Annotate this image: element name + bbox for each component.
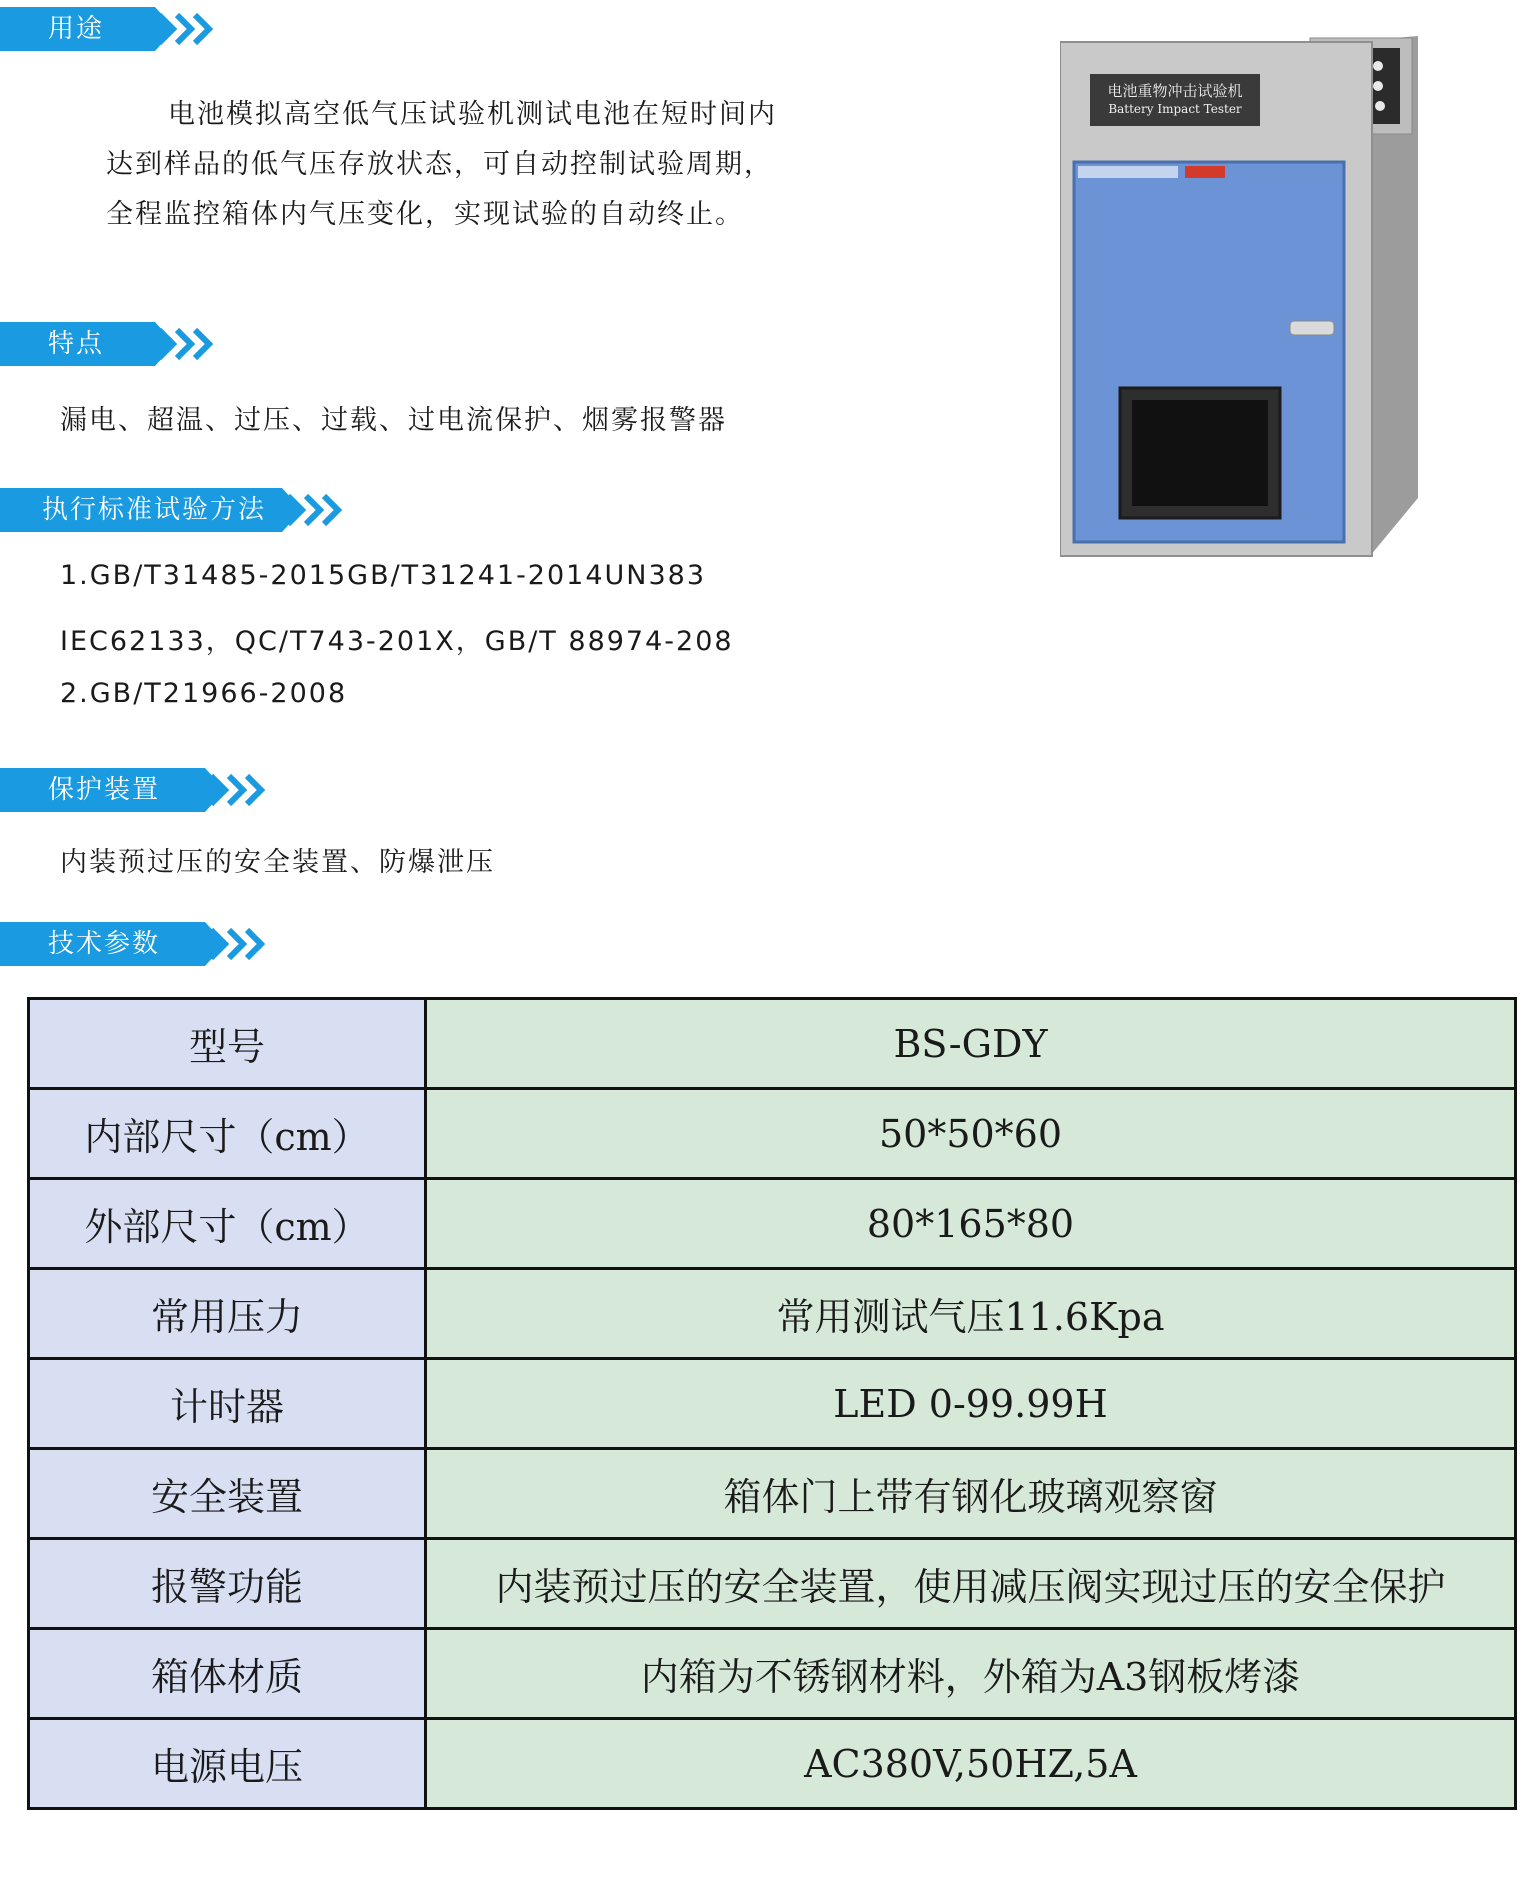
spec-key: 型号 [29, 999, 426, 1089]
features-text: 漏电、超温、过压、过载、过电流保护、烟雾报警器 [60, 405, 727, 436]
chevrons-icon [155, 11, 217, 47]
spec-row [29, 1719, 1516, 1809]
section-title-features: 特点 [0, 322, 155, 366]
chevrons-icon [155, 326, 217, 362]
section-title-protection: 保护装置 [0, 768, 205, 812]
spec-row [29, 1629, 1516, 1719]
standard-line-2: IEC62133，QC/T743-201X，GB/T 88974-208 [60, 626, 734, 657]
purpose-line-1: 电池模拟高空低气压试验机测试电池在短时间内 [168, 99, 777, 130]
spec-row [29, 1359, 1516, 1449]
spec-key: 外部尺寸（cm） [29, 1179, 426, 1269]
purpose-line-2: 达到样品的低气压存放状态，可自动控制试验周期， [106, 149, 773, 180]
spec-table [27, 997, 1517, 1810]
spec-key: 内部尺寸（cm） [29, 1089, 426, 1179]
section-title-purpose: 用途 [0, 7, 155, 51]
chevrons-icon [284, 492, 346, 528]
spec-row [29, 999, 1516, 1089]
spec-value: LED 0-99.99H [426, 1359, 1516, 1449]
spec-key: 安全装置 [29, 1449, 426, 1539]
machine-label-en: Battery Impact Tester [1108, 102, 1242, 116]
spec-value: 常用测试气压11.6Kpa [426, 1269, 1516, 1359]
purpose-line-3: 全程监控箱体内气压变化，实现试验的自动终止。 [106, 199, 744, 230]
spec-row [29, 1539, 1516, 1629]
standard-line-3: 2.GB/T21966-2008 [60, 678, 348, 709]
spec-value: 内箱为不锈钢材料，外箱为A3钢板烤漆 [426, 1629, 1516, 1719]
spec-value: 80*165*80 [426, 1179, 1516, 1269]
spec-row [29, 1449, 1516, 1539]
section-title-params: 技术参数 [0, 922, 205, 966]
protection-text: 内装预过压的安全装置、防爆泄压 [60, 847, 495, 878]
spec-row [29, 1179, 1516, 1269]
spec-value: 50*50*60 [426, 1089, 1516, 1179]
section-title-standards: 执行标准试验方法 [0, 488, 282, 532]
spec-key: 箱体材质 [29, 1629, 426, 1719]
spec-row [29, 1089, 1516, 1179]
chevrons-icon [207, 772, 269, 808]
spec-value: 内装预过压的安全装置，使用减压阀实现过压的安全保护 [426, 1539, 1516, 1629]
spec-value: BS-GDY [426, 999, 1516, 1089]
spec-key: 计时器 [29, 1359, 426, 1449]
spec-key: 常用压力 [29, 1269, 426, 1359]
chevrons-icon [207, 926, 269, 962]
spec-row [29, 1269, 1516, 1359]
product-image [1060, 36, 1425, 561]
spec-value: AC380V,50HZ,5A [426, 1719, 1516, 1809]
spec-value: 箱体门上带有钢化玻璃观察窗 [426, 1449, 1516, 1539]
machine-label-cn: 电池重物冲击试验机 [1107, 82, 1243, 100]
spec-key: 电源电压 [29, 1719, 426, 1809]
spec-key: 报警功能 [29, 1539, 426, 1629]
standard-line-1: 1.GB/T31485-2015GB/T31241-2014UN383 [60, 560, 707, 591]
